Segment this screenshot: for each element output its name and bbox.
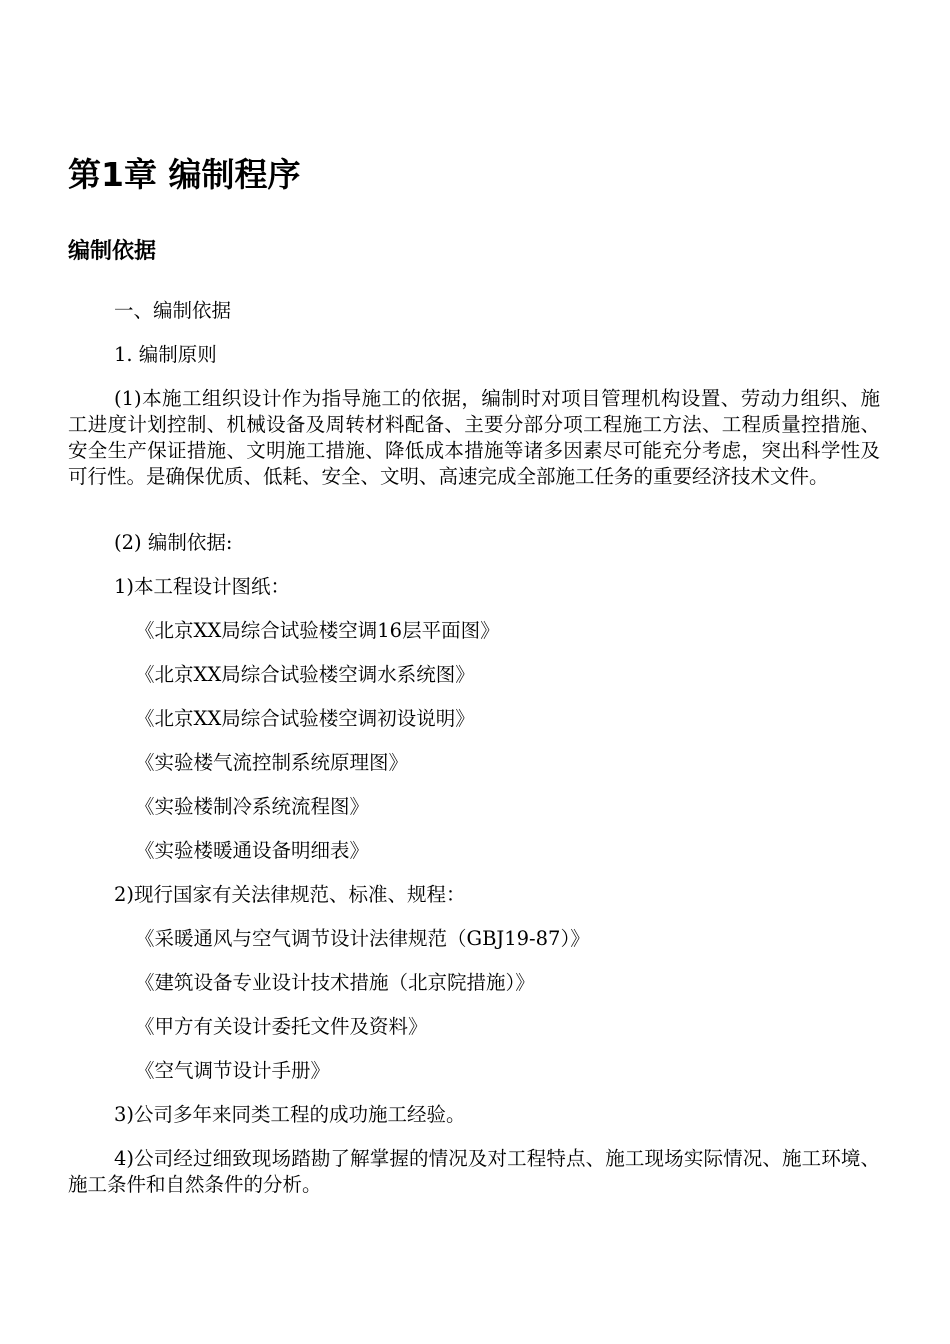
standard-item: 《采暖通风与空气调节设计法律规范（GBJ19-87）》 [135, 927, 590, 950]
item-3: 3)公司多年来同类工程的成功施工经验。 [114, 1103, 466, 1126]
item-1-heading: 1)本工程设计图纸： [114, 575, 291, 598]
basis-heading: (2) 编制依据: [114, 531, 233, 554]
chapter-title: 第1章 编制程序 [68, 155, 301, 194]
item-4: 4)公司经过细致现场踏勘了解掌握的情况及对工程特点、施工现场实际情况、施工环境、施工条件和自然条件的分析。 [68, 1147, 880, 1196]
drawing-item: 《北京XX局综合试验楼空调16层平面图》 [135, 619, 500, 642]
section-title: 编制依据 [68, 239, 157, 264]
standard-item: 《空气调节设计手册》 [135, 1059, 331, 1082]
drawing-item: 《北京XX局综合试验楼空调水系统图》 [135, 663, 475, 686]
drawing-item: 《实验楼制冷系统流程图》 [135, 795, 370, 818]
drawing-item: 《北京XX局综合试验楼空调初设说明》 [135, 707, 475, 730]
drawing-item: 《实验楼气流控制系统原理图》 [135, 751, 409, 774]
heading-principles: 1. 编制原则 [114, 343, 217, 366]
principle-paragraph: (1)本施工组织设计作为指导施工的依据，编制时对项目管理机构设置、劳动力组织、施工进度计划控制、机械设备及周转材料配备、主要分部分项工程施工方法、工程质量控措施、安全生产保证措施、文明施工措施、降低成本措施等诸多因素尽可能充分考虑，突出科学性及可行性。是确保优质、低耗、安全、文明、高速完成全部施工任务的重要经济技术文件。 [68, 387, 880, 488]
standard-item: 《建筑设备专业设计技术措施（北京院措施）》 [135, 971, 535, 994]
standard-item: 《甲方有关设计委托文件及资料》 [135, 1015, 428, 1038]
item-2-heading: 2)现行国家有关法律规范、标准、规程： [114, 883, 466, 906]
drawing-item: 《实验楼暖通设备明细表》 [135, 839, 370, 862]
heading-basis: 一、编制依据 [114, 299, 232, 322]
